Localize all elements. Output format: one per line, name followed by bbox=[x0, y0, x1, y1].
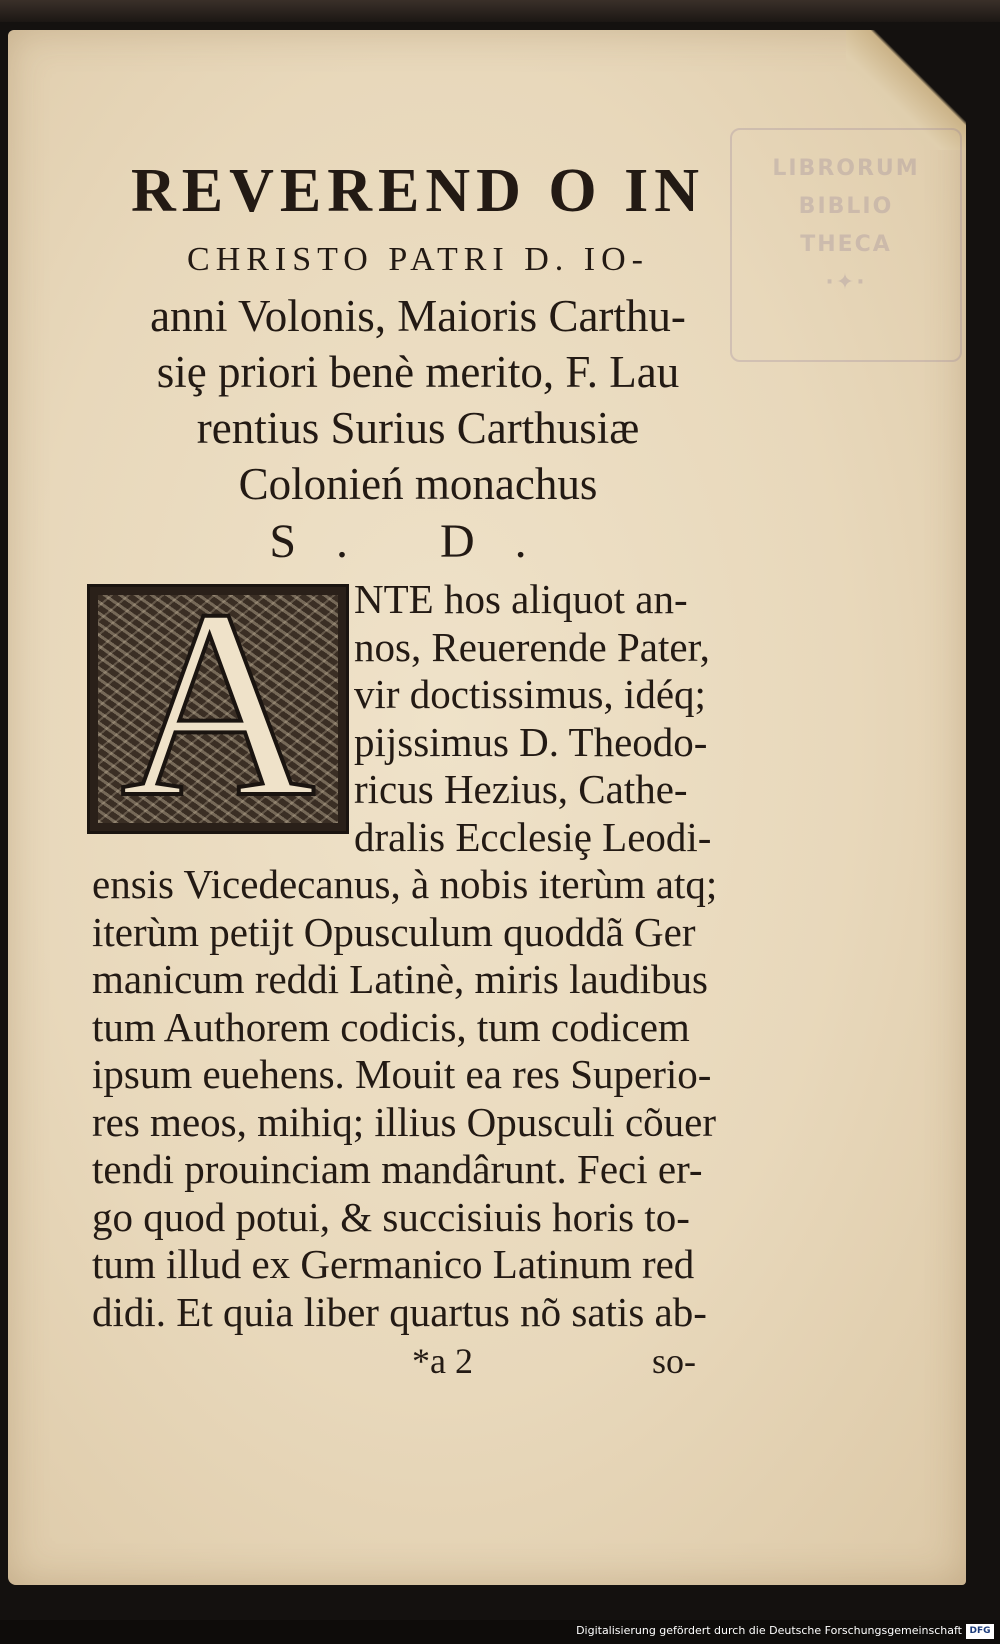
initial-letter: A bbox=[120, 584, 316, 834]
body-line: tum Authorem codicis, tum codicem bbox=[92, 1003, 690, 1050]
body-line: res meos, mihiq; illius Opusculi cõuer bbox=[92, 1098, 717, 1145]
body-line: didi. Et quia liber quartus nõ satis ab- bbox=[92, 1288, 707, 1335]
body-line: go quod potui, & succisiuis horis to- bbox=[92, 1193, 690, 1240]
body-line: ensis Vicedecanus, à nobis iterùm atq; bbox=[92, 861, 718, 907]
body-line: nos, Reuerende Pater, bbox=[354, 623, 710, 670]
letter-body bbox=[92, 576, 744, 1381]
page-title: REVEREND O IN bbox=[130, 157, 706, 225]
body-line: manicum reddi Latinè, miris laudibus bbox=[92, 956, 709, 1002]
heading-line-1: CHRISTO PATRI D. IO- bbox=[187, 241, 649, 278]
body-line: NTE hos aliquot an- bbox=[354, 576, 688, 622]
binding-edge bbox=[0, 0, 1000, 22]
heading-line-4: rentius Surius Carthusiæ bbox=[196, 403, 640, 453]
body-line: ricus Hezius, Cathe- bbox=[354, 766, 688, 812]
text-block bbox=[92, 150, 744, 1381]
heading-line-3: siȩ priori benè merito, F. Lau bbox=[156, 347, 680, 397]
library-stamp: LIBRORUM BIBLIO THECA ·✦· bbox=[730, 128, 962, 362]
salutation: S. D. bbox=[269, 515, 567, 568]
body-line: iterùm petijt Opusculum quoddã Ger bbox=[92, 908, 696, 955]
funding-credit: Digitalisierung gefördert durch die Deutsche Forschungsgemeinschaft bbox=[576, 1624, 962, 1637]
signature-mark: *a 2 bbox=[412, 1341, 473, 1381]
body-line: ipsum euehens. Mouit ea res Superio- bbox=[92, 1051, 712, 1097]
body-line: tendi prouinciam mandârunt. Feci er- bbox=[92, 1146, 703, 1192]
body-line: tum illud ex Germanico Latinum red bbox=[92, 1241, 695, 1287]
heading-line-5: Colonień monachus bbox=[238, 459, 598, 509]
body-line: vir doctissimus, idéq; bbox=[354, 671, 706, 717]
heading-line-2: anni Volonis, Maioris Carthu- bbox=[150, 291, 686, 341]
catchword: so- bbox=[652, 1341, 696, 1381]
footer-bar bbox=[0, 1620, 1000, 1644]
dfg-logo: DFG bbox=[966, 1624, 994, 1639]
signature-row bbox=[92, 1336, 744, 1386]
body-line: dralis Ecclesiȩ Leodi- bbox=[354, 813, 712, 860]
decorated-initial bbox=[87, 584, 349, 834]
body-line: pijssimus D. Theodo- bbox=[354, 718, 708, 765]
